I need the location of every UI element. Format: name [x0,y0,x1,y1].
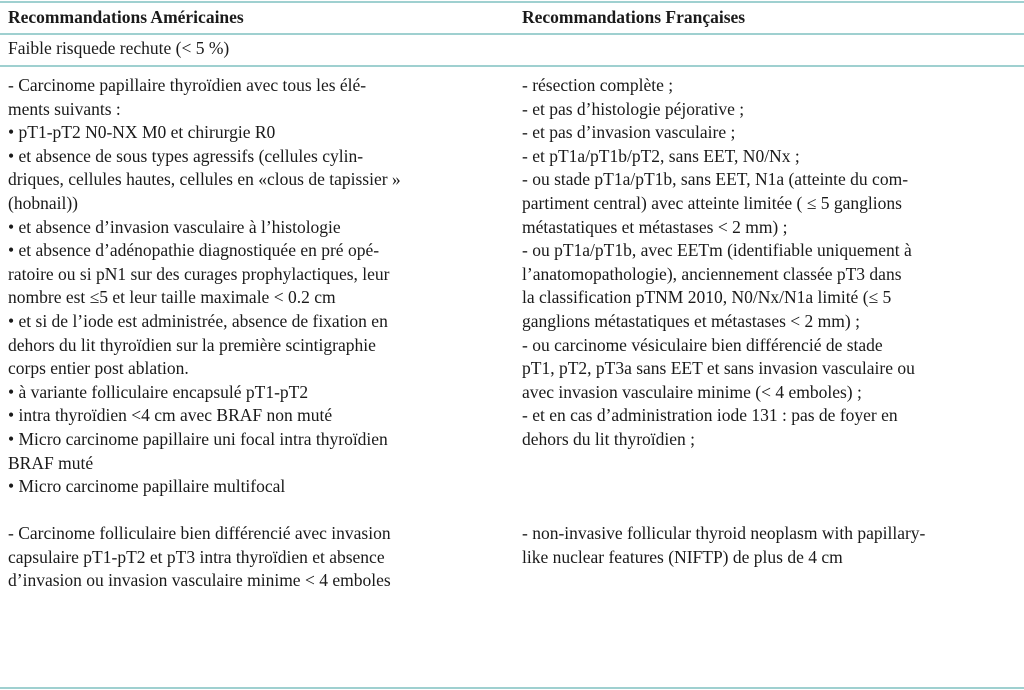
text-line [522,452,925,476]
text-line: - Carcinome folliculaire bien différencié avec invasion [8,523,391,544]
header-french: Recommandations Françaises [522,7,746,27]
text-line: avec invasion vasculaire minime (< 4 emboles) ; [522,381,862,402]
text-line: (hobnail)) [8,192,78,213]
header-rule [0,33,1024,35]
text-line: • et absence d’adénopathie diagnostiquée en pré opé- [8,240,380,261]
text-line: la classification pTNM 2010, N0/Nx/N1a limité (≤ 5 [522,287,892,308]
subheader-rule [0,65,1024,67]
text-line: pT1, pT2, pT3a sans EET et sans invasion vasculaire ou [522,358,915,379]
text-line: ganglions métastatiques et métastases < 2 mm) ; [522,310,860,331]
text-line: • et absence d’invasion vasculaire à l’histologie [8,216,341,237]
text-line: driques, cellules hautes, cellules en «clous de tapissier » [8,169,401,190]
text-line: • à variante folliculaire encapsulé pT1-pT2 [8,381,309,402]
text-line: - et pas d’histologie péjorative ; [522,98,745,119]
table-top-rule [0,1,1024,3]
american-column [8,74,401,593]
text-line: dehors du lit thyroïdien sur la première scintigraphie [8,334,376,355]
text-line: • Micro carcinome papillaire multifocal [8,476,286,497]
text-line: - et pT1a/pT1b/pT2, sans EET, N0/Nx ; [522,145,800,166]
text-line: l’anatomopathologie), anciennement classée pT3 dans [522,263,902,284]
text-line: - non-invasive follicular thyroid neoplasm with papillary- [522,523,926,544]
text-line: like nuclear features (NIFTP) de plus de 4 cm [522,546,843,567]
text-line: métastatiques et métastases < 2 mm) ; [522,216,788,237]
text-line: • Micro carcinome papillaire uni focal intra thyroïdien [8,428,388,449]
header-american: Recommandations Américaines [8,7,244,27]
text-line: nombre est ≤5 et leur taille maximale < 0.2 cm [8,287,336,308]
french-column [522,74,925,569]
text-line: - résection complète ; [522,75,674,95]
text-line [522,475,925,499]
text-line: partiment central) avec atteinte limitée ( ≤ 5 ganglions [522,192,902,213]
text-line: d’invasion ou invasion vasculaire minime < 4 emboles [8,570,391,591]
text-line [522,499,925,523]
table-bottom-rule [0,687,1024,689]
risk-subheader: Faible risquede rechute (< 5 %) [8,38,230,58]
text-line: BRAF muté [8,452,94,473]
text-line: - ou stade pT1a/pT1b, sans EET, N1a (atteinte du com- [522,169,909,190]
text-line [8,499,401,523]
text-line: ratoire ou si pN1 sur des curages prophylactiques, leur [8,263,390,284]
text-line: capsulaire pT1-pT2 et pT3 intra thyroïdien et absence [8,546,385,567]
text-line: dehors du lit thyroïdien ; [522,428,696,449]
text-line: - ou carcinome vésiculaire bien différencié de stade [522,334,883,355]
text-line: - et pas d’invasion vasculaire ; [522,122,736,143]
text-line: • et si de l’iode est administrée, absence de fixation en [8,310,388,331]
text-line: • et absence de sous types agressifs (cellules cylin- [8,145,364,166]
text-line: • pT1-pT2 N0-NX M0 et chirurgie R0 [8,122,276,143]
text-line: - ou pT1a/pT1b, avec EETm (identifiable uniquement à [522,240,912,261]
text-line: - Carcinome papillaire thyroïdien avec tous les élé- [8,75,367,95]
text-line: - et en cas d’administration iode 131 : pas de foyer en [522,405,898,426]
text-line: corps entier post ablation. [8,358,189,379]
text-line: ments suivants : [8,98,121,119]
text-line: • intra thyroïdien <4 cm avec BRAF non muté [8,405,333,426]
